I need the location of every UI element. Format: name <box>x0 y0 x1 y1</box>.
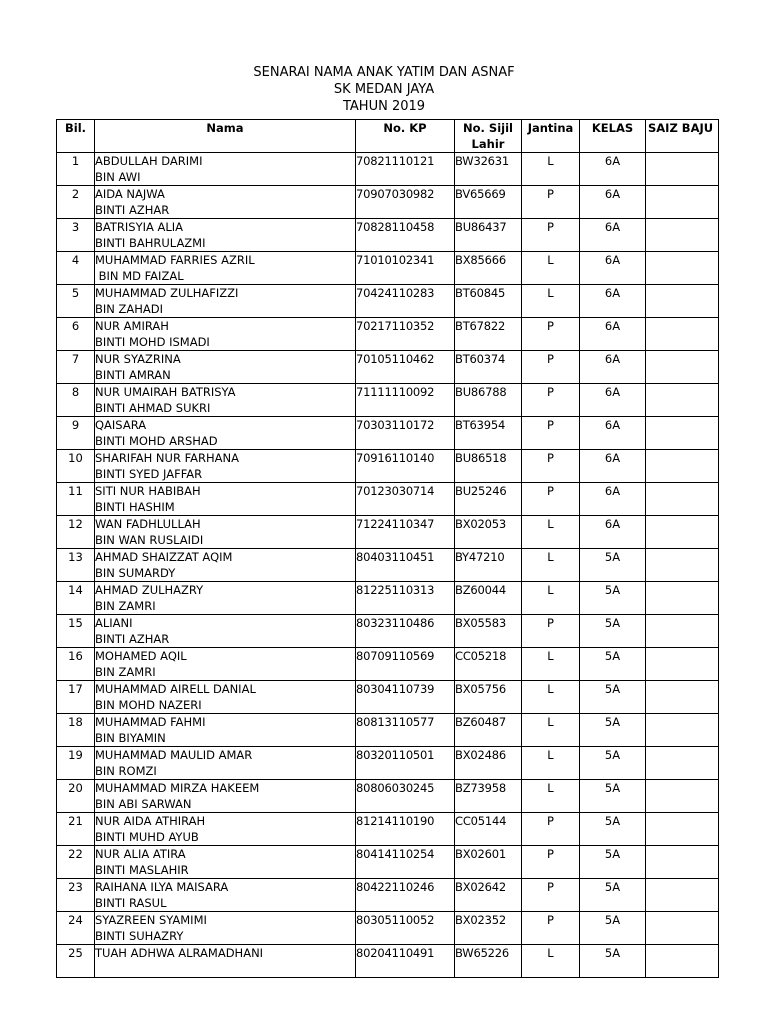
table-row <box>57 813 719 846</box>
nama-line-1: AIDA NAJWA <box>95 187 165 201</box>
cell-kelas: 5A <box>580 912 646 945</box>
cell-nama <box>95 516 356 549</box>
cell-bil: 3 <box>57 219 95 252</box>
cell-nama <box>95 384 356 417</box>
cell-nama <box>95 945 356 978</box>
cell-no-kp: 80204110491 <box>356 945 455 978</box>
cell-bil: 16 <box>57 648 95 681</box>
cell-kelas: 6A <box>580 153 646 186</box>
nama-line-1: MOHAMED AQIL <box>95 649 187 663</box>
cell-nama <box>95 912 356 945</box>
table-row <box>57 285 719 318</box>
cell-no-kp: 71111110092 <box>356 384 455 417</box>
title-line-3: TAHUN 2019 <box>342 99 426 114</box>
cell-saiz-baju <box>646 813 719 846</box>
nama-line-1: BATRISYIA ALIA <box>95 220 184 234</box>
nama-line-2: BIN ZAHADI <box>95 302 164 316</box>
cell-jantina: P <box>522 879 580 912</box>
cell-no-sijil: BY47210 <box>455 549 522 582</box>
cell-nama <box>95 648 356 681</box>
cell-no-kp: 80806030245 <box>356 780 455 813</box>
cell-no-kp: 70828110458 <box>356 219 455 252</box>
nama-line-1: AHMAD ZULHAZRY <box>95 583 204 597</box>
cell-nama <box>95 549 356 582</box>
cell-nama <box>95 351 356 384</box>
cell-no-sijil: BW32631 <box>455 153 522 186</box>
cell-nama <box>95 483 356 516</box>
cell-nama <box>95 615 356 648</box>
cell-saiz-baju <box>646 912 719 945</box>
cell-bil: 9 <box>57 417 95 450</box>
table-row <box>57 648 719 681</box>
cell-saiz-baju <box>646 945 719 978</box>
cell-no-sijil: BX85666 <box>455 252 522 285</box>
cell-kelas: 6A <box>580 450 646 483</box>
cell-bil: 8 <box>57 384 95 417</box>
cell-kelas: 6A <box>580 351 646 384</box>
table-header-row <box>57 120 719 153</box>
cell-kelas: 5A <box>580 615 646 648</box>
cell-bil: 18 <box>57 714 95 747</box>
cell-jantina: L <box>522 516 580 549</box>
cell-no-kp: 80709110569 <box>356 648 455 681</box>
cell-jantina: L <box>522 648 580 681</box>
cell-no-sijil: BV65669 <box>455 186 522 219</box>
cell-no-kp: 70303110172 <box>356 417 455 450</box>
cell-nama <box>95 747 356 780</box>
cell-no-sijil: BX02486 <box>455 747 522 780</box>
table-row <box>57 186 719 219</box>
cell-no-kp: 70123030714 <box>356 483 455 516</box>
cell-no-sijil: BT63954 <box>455 417 522 450</box>
table-row <box>57 615 719 648</box>
cell-bil: 15 <box>57 615 95 648</box>
nama-line-2: BINTI HASHIM <box>95 500 175 514</box>
title-line-2: SK MEDAN JAYA <box>333 82 435 97</box>
cell-kelas: 6A <box>580 417 646 450</box>
cell-jantina: L <box>522 285 580 318</box>
nama-line-1: SYAZREEN SYAMIMI <box>95 913 207 927</box>
cell-saiz-baju <box>646 648 719 681</box>
student-list-table <box>56 119 719 978</box>
nama-line-1: MUHAMMAD ZULHAFIZZI <box>95 286 239 300</box>
nama-line-1: SITI NUR HABIBAH <box>95 484 201 498</box>
cell-bil: 20 <box>57 780 95 813</box>
cell-no-sijil: BX05756 <box>455 681 522 714</box>
cell-jantina: P <box>522 186 580 219</box>
cell-kelas: 5A <box>580 714 646 747</box>
table-row <box>57 912 719 945</box>
cell-no-sijil: CC05144 <box>455 813 522 846</box>
cell-saiz-baju <box>646 780 719 813</box>
cell-jantina: P <box>522 483 580 516</box>
cell-saiz-baju <box>646 516 719 549</box>
cell-saiz-baju <box>646 219 719 252</box>
cell-bil: 14 <box>57 582 95 615</box>
cell-no-sijil: CC05218 <box>455 648 522 681</box>
table-row <box>57 351 719 384</box>
table-row <box>57 681 719 714</box>
nama-line-1: MUHAMMAD MIRZA HAKEEM <box>95 781 260 795</box>
cell-saiz-baju <box>646 681 719 714</box>
cell-no-kp: 80323110486 <box>356 615 455 648</box>
nama-line-2: BINTI MOHD ISMADI <box>95 335 210 349</box>
cell-no-sijil: BZ73958 <box>455 780 522 813</box>
cell-nama <box>95 714 356 747</box>
cell-no-kp: 71010102341 <box>356 252 455 285</box>
nama-line-2: BIN MD FAIZAL <box>95 269 184 283</box>
cell-jantina: P <box>522 912 580 945</box>
cell-bil: 2 <box>57 186 95 219</box>
cell-bil: 7 <box>57 351 95 384</box>
nama-line-2: BINTI SUHAZRY <box>95 929 184 943</box>
nama-line-2: BIN MOHD NAZERI <box>95 698 202 712</box>
cell-nama <box>95 813 356 846</box>
cell-kelas: 5A <box>580 582 646 615</box>
nama-line-1: NUR AIDA ATHIRAH <box>95 814 206 828</box>
table-row <box>57 747 719 780</box>
cell-no-kp: 70821110121 <box>356 153 455 186</box>
cell-no-kp: 70105110462 <box>356 351 455 384</box>
nama-line-2: BINTI MUHD AYUB <box>95 830 199 844</box>
cell-kelas: 6A <box>580 384 646 417</box>
nama-line-1: SHARIFAH NUR FARHANA <box>95 451 239 465</box>
table-row <box>57 153 719 186</box>
nama-line-2: BINTI AZHAR <box>95 203 170 217</box>
cell-kelas: 6A <box>580 285 646 318</box>
cell-no-sijil: BW65226 <box>455 945 522 978</box>
cell-no-kp: 80422110246 <box>356 879 455 912</box>
cell-kelas: 5A <box>580 549 646 582</box>
cell-saiz-baju <box>646 318 719 351</box>
cell-nama <box>95 780 356 813</box>
table-row <box>57 219 719 252</box>
nama-line-2: BINTI BAHRULAZMI <box>95 236 206 250</box>
header-kelas: KELAS <box>580 120 646 153</box>
cell-no-kp: 70907030982 <box>356 186 455 219</box>
cell-no-sijil: BX02601 <box>455 846 522 879</box>
table-row <box>57 417 719 450</box>
cell-saiz-baju <box>646 252 719 285</box>
nama-line-2: BINTI RASUL <box>95 896 167 910</box>
cell-no-kp: 80813110577 <box>356 714 455 747</box>
cell-no-kp: 70217110352 <box>356 318 455 351</box>
cell-jantina: L <box>522 681 580 714</box>
cell-bil: 25 <box>57 945 95 978</box>
header-no-sijil-lahir: No. Sijil Lahir <box>455 120 522 153</box>
cell-kelas: 6A <box>580 483 646 516</box>
document-title <box>0 64 768 115</box>
table-row <box>57 483 719 516</box>
cell-jantina: P <box>522 417 580 450</box>
cell-nama <box>95 318 356 351</box>
cell-no-kp: 71224110347 <box>356 516 455 549</box>
cell-no-kp: 81214110190 <box>356 813 455 846</box>
cell-no-kp: 80305110052 <box>356 912 455 945</box>
cell-no-sijil: BU86518 <box>455 450 522 483</box>
cell-bil: 17 <box>57 681 95 714</box>
table-row <box>57 516 719 549</box>
cell-jantina: P <box>522 450 580 483</box>
cell-nama <box>95 285 356 318</box>
cell-nama <box>95 219 356 252</box>
title-line-1: SENARAI NAMA ANAK YATIM DAN ASNAF <box>253 65 515 80</box>
cell-jantina: P <box>522 846 580 879</box>
cell-no-sijil: BX02642 <box>455 879 522 912</box>
cell-saiz-baju <box>646 483 719 516</box>
nama-line-2: BINTI AMRAN <box>95 368 171 382</box>
nama-line-1: ABDULLAH DARIMI <box>95 154 203 168</box>
nama-line-2: BIN AWI <box>95 170 141 184</box>
nama-line-1: MUHAMMAD MAULID AMAR <box>95 748 253 762</box>
cell-bil: 5 <box>57 285 95 318</box>
cell-nama <box>95 186 356 219</box>
cell-no-sijil: BX02352 <box>455 912 522 945</box>
cell-saiz-baju <box>646 615 719 648</box>
cell-no-kp: 80320110501 <box>356 747 455 780</box>
cell-bil: 11 <box>57 483 95 516</box>
table-body <box>57 153 719 978</box>
table-row <box>57 780 719 813</box>
cell-saiz-baju <box>646 747 719 780</box>
cell-kelas: 5A <box>580 879 646 912</box>
cell-jantina: L <box>522 582 580 615</box>
cell-bil: 1 <box>57 153 95 186</box>
nama-line-1: WAN FADHLULLAH <box>95 517 201 531</box>
cell-bil: 19 <box>57 747 95 780</box>
nama-line-1: NUR SYAZRINA <box>95 352 181 366</box>
nama-line-1: NUR UMAIRAH BATRISYA <box>95 385 236 399</box>
cell-jantina: P <box>522 351 580 384</box>
cell-nama <box>95 252 356 285</box>
table-row <box>57 846 719 879</box>
cell-jantina: L <box>522 780 580 813</box>
cell-no-sijil: BT60845 <box>455 285 522 318</box>
cell-jantina: P <box>522 615 580 648</box>
table-row <box>57 945 719 978</box>
nama-line-1: TUAH ADHWA ALRAMADHANI <box>95 946 264 960</box>
cell-bil: 10 <box>57 450 95 483</box>
cell-bil: 13 <box>57 549 95 582</box>
cell-no-kp: 80414110254 <box>356 846 455 879</box>
cell-nama <box>95 846 356 879</box>
cell-jantina: L <box>522 549 580 582</box>
cell-saiz-baju <box>646 582 719 615</box>
cell-kelas: 6A <box>580 252 646 285</box>
cell-jantina: L <box>522 153 580 186</box>
cell-no-kp: 70424110283 <box>356 285 455 318</box>
cell-jantina: P <box>522 384 580 417</box>
cell-jantina: P <box>522 219 580 252</box>
cell-no-sijil: BZ60487 <box>455 714 522 747</box>
cell-saiz-baju <box>646 549 719 582</box>
cell-kelas: 5A <box>580 648 646 681</box>
cell-saiz-baju <box>646 450 719 483</box>
cell-no-sijil: BT67822 <box>455 318 522 351</box>
table-row <box>57 582 719 615</box>
cell-kelas: 6A <box>580 318 646 351</box>
nama-line-2: BIN BIYAMIN <box>95 731 166 745</box>
cell-no-sijil: BU86788 <box>455 384 522 417</box>
cell-bil: 22 <box>57 846 95 879</box>
header-jantina: Jantina <box>522 120 580 153</box>
cell-bil: 23 <box>57 879 95 912</box>
nama-line-1: QAISARA <box>95 418 147 432</box>
cell-nama <box>95 417 356 450</box>
cell-saiz-baju <box>646 714 719 747</box>
nama-line-2: BINTI SYED JAFFAR <box>95 467 203 481</box>
nama-line-1: NUR AMIRAH <box>95 319 169 333</box>
cell-saiz-baju <box>646 186 719 219</box>
table-row <box>57 879 719 912</box>
cell-nama <box>95 582 356 615</box>
header-no-kp: No. KP <box>356 120 455 153</box>
cell-saiz-baju <box>646 417 719 450</box>
cell-saiz-baju <box>646 153 719 186</box>
header-saiz-baju: SAIZ BAJU <box>646 120 719 153</box>
nama-line-2: BINTI AZHAR <box>95 632 170 646</box>
cell-no-sijil: BU25246 <box>455 483 522 516</box>
nama-line-1: MUHAMMAD AIRELL DANIAL <box>95 682 256 696</box>
cell-bil: 6 <box>57 318 95 351</box>
cell-saiz-baju <box>646 846 719 879</box>
cell-bil: 4 <box>57 252 95 285</box>
cell-jantina: P <box>522 813 580 846</box>
nama-line-2: BIN WAN RUSLAIDI <box>95 533 204 547</box>
nama-line-1: MUHAMMAD FARRIES AZRIL <box>95 253 255 267</box>
cell-no-sijil: BX02053 <box>455 516 522 549</box>
cell-no-sijil: BT60374 <box>455 351 522 384</box>
cell-saiz-baju <box>646 351 719 384</box>
nama-line-2: BINTI MASLAHIR <box>95 863 189 877</box>
nama-line-2: BINTI AHMAD SUKRI <box>95 401 211 415</box>
nama-line-2: BIN ABI SARWAN <box>95 797 192 811</box>
cell-bil: 24 <box>57 912 95 945</box>
nama-line-1: NUR ALIA ATIRA <box>95 847 186 861</box>
nama-line-1: ALIANI <box>95 616 133 630</box>
nama-line-2: BIN ROMZI <box>95 764 157 778</box>
nama-line-2: BINTI MOHD ARSHAD <box>95 434 218 448</box>
nama-line-2: BIN SUMARDY <box>95 566 176 580</box>
cell-kelas: 5A <box>580 747 646 780</box>
cell-saiz-baju <box>646 879 719 912</box>
cell-kelas: 6A <box>580 219 646 252</box>
table-row <box>57 384 719 417</box>
cell-nama <box>95 450 356 483</box>
header-nama: Nama <box>95 120 356 153</box>
table-row <box>57 549 719 582</box>
nama-line-2: BIN ZAMRI <box>95 599 156 613</box>
table-row <box>57 450 719 483</box>
cell-kelas: 5A <box>580 846 646 879</box>
cell-kelas: 6A <box>580 516 646 549</box>
cell-jantina: L <box>522 747 580 780</box>
cell-no-kp: 80403110451 <box>356 549 455 582</box>
cell-kelas: 5A <box>580 780 646 813</box>
cell-jantina: L <box>522 252 580 285</box>
cell-bil: 21 <box>57 813 95 846</box>
cell-kelas: 5A <box>580 945 646 978</box>
table-row <box>57 318 719 351</box>
cell-bil: 12 <box>57 516 95 549</box>
cell-no-kp: 81225110313 <box>356 582 455 615</box>
cell-kelas: 5A <box>580 813 646 846</box>
cell-no-kp: 70916110140 <box>356 450 455 483</box>
cell-no-sijil: BU86437 <box>455 219 522 252</box>
nama-line-2: BIN ZAMRI <box>95 665 156 679</box>
nama-line-1: AHMAD SHAIZZAT AQIM <box>95 550 233 564</box>
cell-kelas: 5A <box>580 681 646 714</box>
cell-saiz-baju <box>646 384 719 417</box>
nama-line-2 <box>95 961 355 977</box>
table-row <box>57 714 719 747</box>
cell-nama <box>95 153 356 186</box>
nama-line-1: RAIHANA ILYA MAISARA <box>95 880 229 894</box>
cell-saiz-baju <box>646 285 719 318</box>
cell-nama <box>95 879 356 912</box>
table-row <box>57 252 719 285</box>
nama-line-1: MUHAMMAD FAHMI <box>95 715 206 729</box>
cell-kelas: 6A <box>580 186 646 219</box>
cell-jantina: L <box>522 945 580 978</box>
cell-no-kp: 80304110739 <box>356 681 455 714</box>
cell-no-sijil: BX05583 <box>455 615 522 648</box>
cell-jantina: L <box>522 714 580 747</box>
cell-jantina: P <box>522 318 580 351</box>
cell-no-sijil: BZ60044 <box>455 582 522 615</box>
cell-nama <box>95 681 356 714</box>
header-bil: Bil. <box>57 120 95 153</box>
